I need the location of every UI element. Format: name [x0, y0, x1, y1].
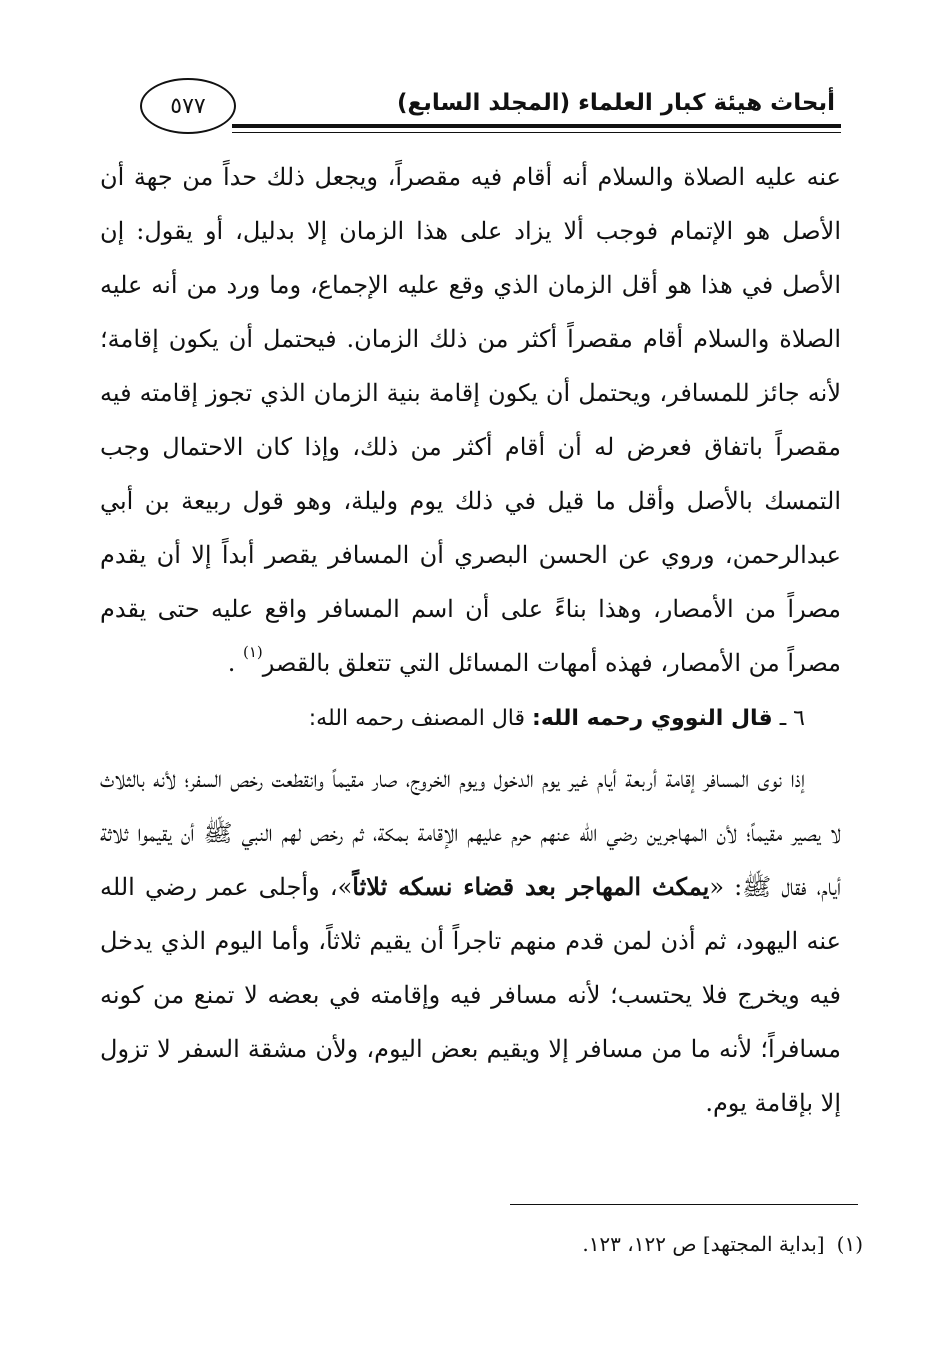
main-text [100, 150, 841, 1130]
paragraph-text: »، وأجلى عمر رضي الله عنه اليهود، ثم أذن لمن قدم منهم تاجراً أن يقيم ثلاثاً، وأما اليوم الذي يدخل فيه ويخرج فلا يحتسب؛ لأنه مسافر فيه وإقامته في بعضه لا تمنع من كونه مسافراً؛ لأنه ما من مسافر إلا ويقيم بعض اليوم، ولأن مشقة السفر لا تزول إلا بإقامة يوم. [100, 873, 841, 1117]
footnote [582, 1232, 863, 1256]
header-rule-thick [232, 124, 841, 128]
section-heading-bold: قال النووي رحمه الله: [532, 706, 773, 731]
paragraph-text: عنه عليه الصلاة والسلام أنه أقام فيه مقصراً، ويجعل ذلك حداً من جهة أن الأصل هو الإتمام فوجب ألا يزاد على هذا الزمان إلا بدليل، أو يقول: إن الأصل في هذا هو أقل الزمان الذي وقع عليه الإجماع، وما ورد من أنه عليه الصلاة والسلام أقام مقصراً أكثر من ذلك الزمان. فيحتمل أن يكون إقامة؛ لأنه جائز للمسافر، ويحتمل أن يكون إقامة بنية الزمان الذي تجوز إقامته فيه مقصراً باتفاق فعرض له أن أقام أكثر من ذلك، وإذا كان الاحتمال وجب التمسك بالأصل وأقل ما قيل في ذلك يوم وليلة، وهو قول ربيعة بن أبي عبدالرحمن، وروي عن الحسن البصري أن المسافر يقصر أبداً إلا أن يقدم مصراً من الأمصار، وهذا بناءً على أن اسم المسافر واقع عليه حتى يقدم مصراً من الأمصار، فهذه أمهات المسائل التي تتعلق بالقصر [100, 163, 842, 677]
header-rule-thin [232, 132, 841, 133]
footnote-text: [بداية المجتهد] ص ١٢٢، ١٢٣. [582, 1232, 825, 1256]
footnote-separator [510, 1204, 858, 1205]
section-heading-text: قال المصنف رحمه الله: [308, 706, 526, 731]
paragraph [100, 150, 841, 690]
page-header [100, 80, 841, 140]
footnote-reference: (١) [242, 643, 263, 661]
paragraph-text: إذا نوى المسافر إقامة أربعة أيام غير يوم الدخول ويوم الخروج، صار مقيماً وانقطعت رخص السفر؛ لأنه بالثلاث لا يصير مقيماً؛ لأن المهاجرين رضي الله عنهم حرم عليهم الإقامة بمكة، ثم رخص لهم النبي ﷺ أن يقيموا ثلاثة أيام، فقال ﷺ: « [100, 765, 841, 901]
section-heading [100, 692, 841, 746]
paragraph-end: . [227, 649, 236, 677]
footnote-number: (١) [836, 1232, 863, 1256]
section-number: ٦ ـ [779, 706, 805, 731]
running-title: أبحاث هيئة كبار العلماء (المجلد السابع) [396, 90, 835, 116]
page-number: ٥٧٧ [140, 78, 236, 134]
hadith-quote: يمكث المهاجر بعد قضاء نسكه ثلاثاً [352, 872, 710, 901]
paragraph [100, 752, 841, 1130]
